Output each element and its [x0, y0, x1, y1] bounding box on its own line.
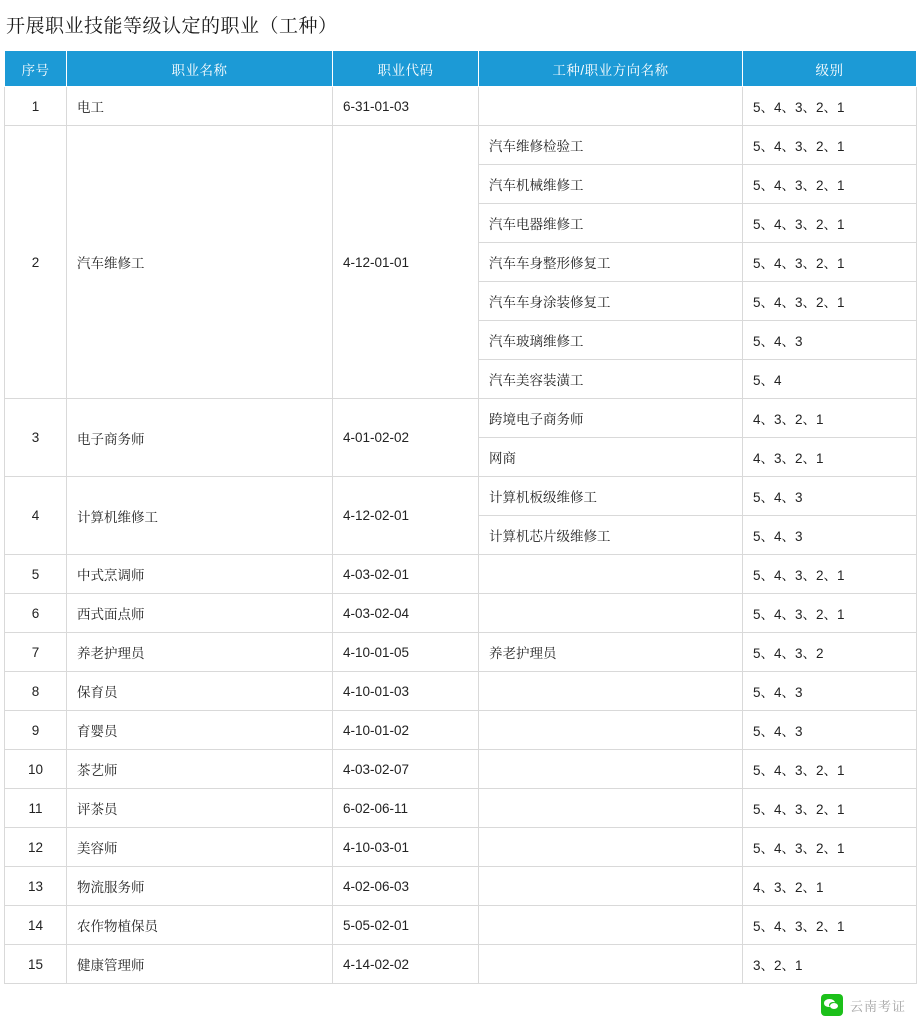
- cell-occupation-code: 4-03-02-04: [333, 594, 479, 633]
- cell-index: 8: [5, 672, 67, 711]
- cell-direction-name: 汽车车身涂装修复工: [479, 282, 743, 321]
- cell-level: 5、4、3: [743, 516, 917, 555]
- column-header-index: 序号: [5, 51, 67, 87]
- cell-index: 9: [5, 711, 67, 750]
- cell-occupation-name: 保育员: [67, 672, 333, 711]
- table-header: [5, 51, 917, 87]
- table-row: [5, 906, 917, 945]
- cell-level: 5、4、3、2、1: [743, 750, 917, 789]
- column-header-occupation-name: 职业名称: [67, 51, 333, 87]
- cell-occupation-name: 美容师: [67, 828, 333, 867]
- cell-occupation-name: 中式烹调师: [67, 555, 333, 594]
- cell-direction-name: [479, 789, 743, 828]
- cell-direction-name: 汽车玻璃维修工: [479, 321, 743, 360]
- cell-occupation-code: 4-10-03-01: [333, 828, 479, 867]
- cell-level: 5、4、3: [743, 711, 917, 750]
- cell-occupation-code: 4-01-02-02: [333, 399, 479, 477]
- cell-index: 4: [5, 477, 67, 555]
- cell-level: 5、4、3: [743, 321, 917, 360]
- cell-level: 5、4、3: [743, 477, 917, 516]
- cell-occupation-code: 4-12-02-01: [333, 477, 479, 555]
- cell-direction-name: [479, 711, 743, 750]
- cell-direction-name: [479, 867, 743, 906]
- table-header-row: [5, 51, 917, 87]
- cell-direction-name: 网商: [479, 438, 743, 477]
- cell-level: 4、3、2、1: [743, 867, 917, 906]
- cell-direction-name: 汽车机械维修工: [479, 165, 743, 204]
- cell-occupation-code: 4-10-01-02: [333, 711, 479, 750]
- cell-occupation-name: 物流服务师: [67, 867, 333, 906]
- table-body: [5, 87, 917, 984]
- cell-occupation-name: 健康管理师: [67, 945, 333, 984]
- table-row: [5, 828, 917, 867]
- cell-index: 11: [5, 789, 67, 828]
- cell-level: 5、4、3、2、1: [743, 126, 917, 165]
- table-row: [5, 750, 917, 789]
- cell-occupation-code: 5-05-02-01: [333, 906, 479, 945]
- cell-level: 5、4、3、2、1: [743, 87, 917, 126]
- cell-direction-name: [479, 828, 743, 867]
- table-row: [5, 945, 917, 984]
- table-row: [5, 867, 917, 906]
- column-header-occupation-code: 职业代码: [333, 51, 479, 87]
- cell-index: 5: [5, 555, 67, 594]
- cell-index: 7: [5, 633, 67, 672]
- cell-index: 13: [5, 867, 67, 906]
- cell-occupation-code: 4-10-01-05: [333, 633, 479, 672]
- table-row: [5, 555, 917, 594]
- cell-index: 15: [5, 945, 67, 984]
- table-row: [5, 633, 917, 672]
- table-row: [5, 594, 917, 633]
- cell-direction-name: [479, 750, 743, 789]
- cell-index: 10: [5, 750, 67, 789]
- table-row: [5, 87, 917, 126]
- cell-level: 5、4: [743, 360, 917, 399]
- cell-occupation-name: 农作物植保员: [67, 906, 333, 945]
- cell-occupation-code: 4-14-02-02: [333, 945, 479, 984]
- cell-occupation-code: 4-03-02-01: [333, 555, 479, 594]
- cell-index: 2: [5, 126, 67, 399]
- cell-occupation-name: 评茶员: [67, 789, 333, 828]
- cell-index: 1: [5, 87, 67, 126]
- cell-occupation-code: 6-02-06-11: [333, 789, 479, 828]
- cell-level: 5、4、3、2: [743, 633, 917, 672]
- cell-direction-name: [479, 87, 743, 126]
- cell-index: 3: [5, 399, 67, 477]
- cell-level: 5、4、3: [743, 672, 917, 711]
- cell-occupation-name: 茶艺师: [67, 750, 333, 789]
- cell-level: 5、4、3、2、1: [743, 828, 917, 867]
- watermark-label: 云南考证: [849, 998, 906, 1014]
- cell-direction-name: 汽车车身整形修复工: [479, 243, 743, 282]
- cell-level: 5、4、3、2、1: [743, 282, 917, 321]
- cell-occupation-code: 4-12-01-01: [333, 126, 479, 399]
- cell-level: 5、4、3、2、1: [743, 789, 917, 828]
- cell-level: 4、3、2、1: [743, 399, 917, 438]
- cell-level: 4、3、2、1: [743, 438, 917, 477]
- cell-occupation-code: 4-03-02-07: [333, 750, 479, 789]
- cell-occupation-code: 4-02-06-03: [333, 867, 479, 906]
- watermark: [821, 994, 906, 1016]
- cell-level: 5、4、3、2、1: [743, 204, 917, 243]
- cell-occupation-code: 4-10-01-03: [333, 672, 479, 711]
- cell-direction-name: [479, 555, 743, 594]
- occupation-table: [4, 50, 917, 984]
- cell-occupation-name: 电子商务师: [67, 399, 333, 477]
- cell-level: 5、4、3、2、1: [743, 165, 917, 204]
- cell-level: 3、2、1: [743, 945, 917, 984]
- cell-direction-name: 汽车维修检验工: [479, 126, 743, 165]
- cell-direction-name: [479, 672, 743, 711]
- page-title: 开展职业技能等级认定的职业（工种）: [6, 16, 338, 37]
- cell-level: 5、4、3、2、1: [743, 594, 917, 633]
- table-row: [5, 789, 917, 828]
- table-row: [5, 477, 917, 516]
- cell-level: 5、4、3、2、1: [743, 555, 917, 594]
- cell-index: 12: [5, 828, 67, 867]
- cell-direction-name: [479, 906, 743, 945]
- cell-occupation-name: 西式面点师: [67, 594, 333, 633]
- cell-occupation-name: 汽车维修工: [67, 126, 333, 399]
- column-header-direction-name: 工种/职业方向名称: [479, 51, 743, 87]
- cell-direction-name: [479, 945, 743, 984]
- table-row: [5, 399, 917, 438]
- cell-direction-name: 计算机芯片级维修工: [479, 516, 743, 555]
- column-header-level: 级别: [743, 51, 917, 87]
- cell-direction-name: 养老护理员: [479, 633, 743, 672]
- cell-direction-name: 汽车电器维修工: [479, 204, 743, 243]
- table-row: [5, 126, 917, 165]
- cell-occupation-code: 6-31-01-03: [333, 87, 479, 126]
- cell-level: 5、4、3、2、1: [743, 243, 917, 282]
- cell-direction-name: [479, 594, 743, 633]
- cell-direction-name: 计算机板级维修工: [479, 477, 743, 516]
- cell-level: 5、4、3、2、1: [743, 906, 917, 945]
- cell-occupation-name: 电工: [67, 87, 333, 126]
- cell-direction-name: 跨境电子商务师: [479, 399, 743, 438]
- cell-occupation-name: 养老护理员: [67, 633, 333, 672]
- table-row: [5, 672, 917, 711]
- wechat-icon: [821, 994, 843, 1016]
- table-row: [5, 711, 917, 750]
- cell-occupation-name: 计算机维修工: [67, 477, 333, 555]
- cell-index: 14: [5, 906, 67, 945]
- cell-occupation-name: 育婴员: [67, 711, 333, 750]
- cell-index: 6: [5, 594, 67, 633]
- cell-direction-name: 汽车美容装潢工: [479, 360, 743, 399]
